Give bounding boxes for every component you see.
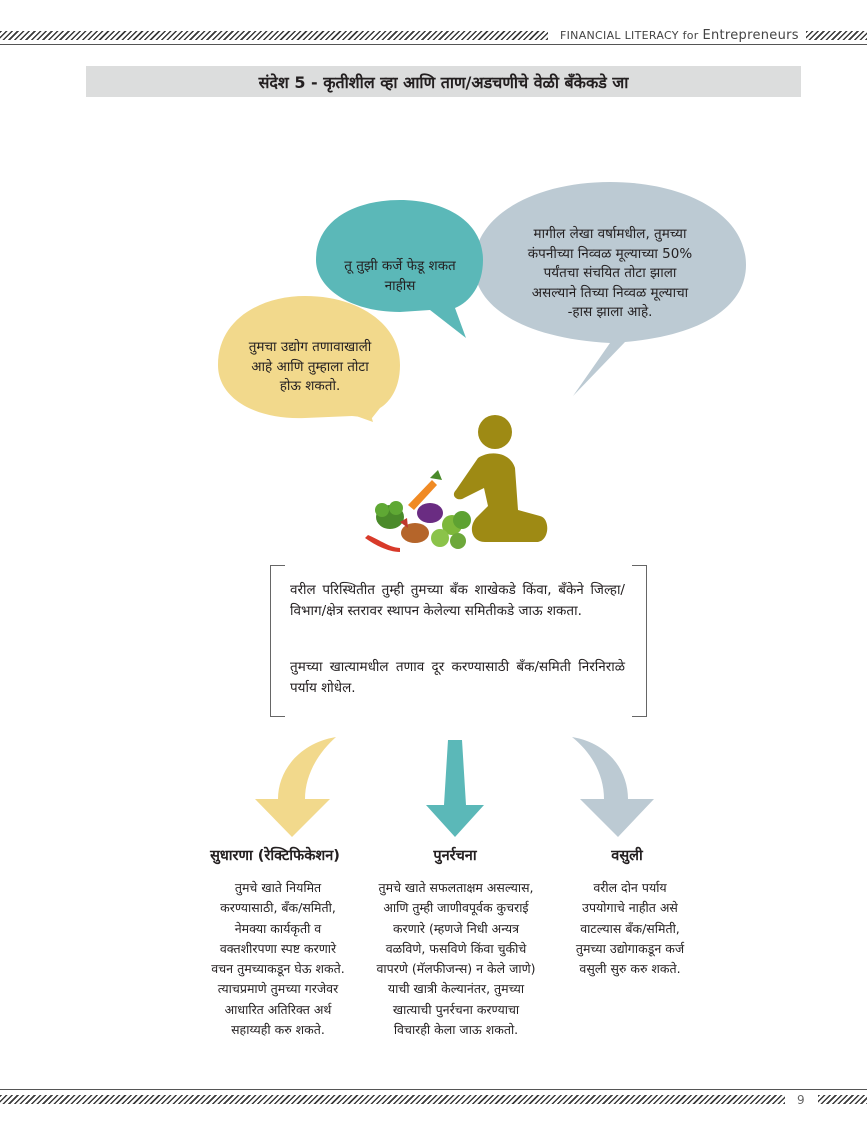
rectification-line: सहाय्यही करु शकते. bbox=[231, 1021, 325, 1037]
info-box-bracket-left bbox=[270, 565, 285, 717]
restructuring-line: वापरणे (मॅलफीजन्स) न केले जाणे) bbox=[376, 961, 536, 976]
teal-bubble-line: तू तुझी कर्जे फेडू शकत bbox=[344, 258, 456, 274]
recovery-line: तुमच्या उद्योगाकडून कर्ज bbox=[575, 940, 685, 956]
footer-hatch-right bbox=[818, 1095, 867, 1104]
recovery-line: वसुली सुरु करु शकते. bbox=[579, 961, 681, 976]
footer-rule bbox=[0, 1089, 867, 1090]
rectification-line: तुमचे खाते नियमित bbox=[234, 880, 322, 895]
rectification-line: आधारित अतिरिक्त अर्थ bbox=[224, 1001, 332, 1017]
grey-bubble-text bbox=[485, 225, 735, 323]
grey-curved-arrow-icon bbox=[572, 737, 654, 837]
yellow-bubble-line: आहे आणि तुम्हाला तोटा bbox=[251, 358, 369, 375]
rectification-heading: सुधारणा (रेक्टिफिकेशन) bbox=[210, 848, 340, 864]
rectification-line: त्याचप्रमाणे तुमच्या गरजेवर bbox=[217, 981, 339, 997]
grey-bubble-line: कंपनीच्या निव्वळ मूल्याच्या 50% bbox=[527, 245, 693, 262]
teal-down-arrow-icon bbox=[426, 740, 484, 837]
recovery-line: वरील दोन पर्याय bbox=[593, 880, 667, 895]
vendor-illustration bbox=[360, 410, 560, 560]
teal-bubble-line: नाहीस bbox=[384, 277, 416, 294]
header-hatch-right bbox=[806, 31, 867, 40]
header-brand bbox=[560, 28, 799, 43]
info-box-paragraph-1: वरील परिस्थितीत तुम्ही तुमच्या बँक शाखेकडे किंवा, बँकेने जिल्हा/विभाग/क्षेत्र स्तरावर स्थापन केलेल्या समितीकडे जाऊ शकता. bbox=[290, 582, 625, 619]
page-number: 9 bbox=[797, 1093, 805, 1107]
rectification-text bbox=[188, 878, 368, 1040]
grey-bubble-line: मागील लेखा वर्षामधील, तुमच्या bbox=[533, 226, 687, 242]
recovery-line: वाटल्यास बँक/समिती, bbox=[580, 920, 680, 936]
info-box-paragraph-2: तुमच्या खात्यामधील तणाव दूर करण्यासाठी बँक/समिती निरनिराळे पर्याय शोधेल. bbox=[290, 659, 625, 696]
header-brand-large: Entrepreneurs bbox=[702, 28, 799, 43]
restructuring-heading: पुनर्रचना bbox=[433, 848, 477, 864]
recovery-text bbox=[560, 878, 700, 979]
recovery-heading: वसुली bbox=[611, 848, 643, 864]
yellow-curved-arrow-icon bbox=[255, 737, 336, 837]
restructuring-line: आणि तुम्ही जाणीवपूर्वक कुचराई bbox=[383, 900, 529, 916]
header-hatch-left bbox=[0, 31, 548, 40]
yellow-bubble-text bbox=[222, 338, 398, 397]
grey-bubble-line: -हास झाला आहे. bbox=[567, 304, 653, 321]
rectification-line: वचन तुमच्याकडून घेऊ शकते. bbox=[211, 961, 345, 976]
rectification-line: करण्यासाठी, बँक/समिती, bbox=[220, 900, 336, 916]
yellow-bubble-line: होऊ शकतो. bbox=[279, 378, 341, 395]
info-box-bracket-right bbox=[632, 565, 647, 717]
recovery-line: उपयोगाचे नाहीत असे bbox=[582, 900, 678, 916]
footer-hatch-left bbox=[0, 1095, 785, 1104]
restructuring-line: विचारही केला जाऊ शकतो. bbox=[393, 1021, 519, 1037]
section-title-bar bbox=[86, 66, 801, 97]
restructuring-line: करणारे (म्हणजे निधी अन्यत्र bbox=[392, 920, 520, 936]
rectification-line: वक्तशीरपणा स्पष्ट करणारे bbox=[219, 940, 337, 956]
restructuring-line: याची खात्री केल्यानंतर, तुमच्या bbox=[387, 981, 525, 997]
restructuring-text bbox=[356, 878, 556, 1040]
grey-bubble-line: असल्याने तिच्या निव्वळ मूल्याचा bbox=[531, 284, 689, 301]
restructuring-line: वळविणे, फसविणे किंवा चुकीचे bbox=[385, 940, 527, 956]
restructuring-line: खात्याची पुनर्रचना करण्याचा bbox=[392, 1001, 520, 1017]
rectification-line: नेमक्या कार्यकृती व bbox=[234, 920, 322, 936]
info-box bbox=[270, 565, 647, 715]
yellow-bubble-line: तुमचा उद्योग तणावाखाली bbox=[248, 339, 372, 355]
header-rule bbox=[0, 44, 867, 45]
vegetables-icon bbox=[365, 470, 471, 552]
teal-bubble-text bbox=[320, 257, 480, 296]
section-title: संदेश 5 - कृतीशील व्हा आणि ताण/अडचणीचे वेळी बँकेकडे जा bbox=[258, 72, 629, 92]
grey-bubble-line: पर्यंतचा संचयित तोटा झाला bbox=[543, 265, 677, 282]
header-brand-small: FINANCIAL LITERACY for bbox=[560, 29, 699, 42]
option-arrows bbox=[0, 735, 867, 845]
restructuring-line: तुमचे खाते सफलताक्षम असल्यास, bbox=[378, 880, 534, 895]
